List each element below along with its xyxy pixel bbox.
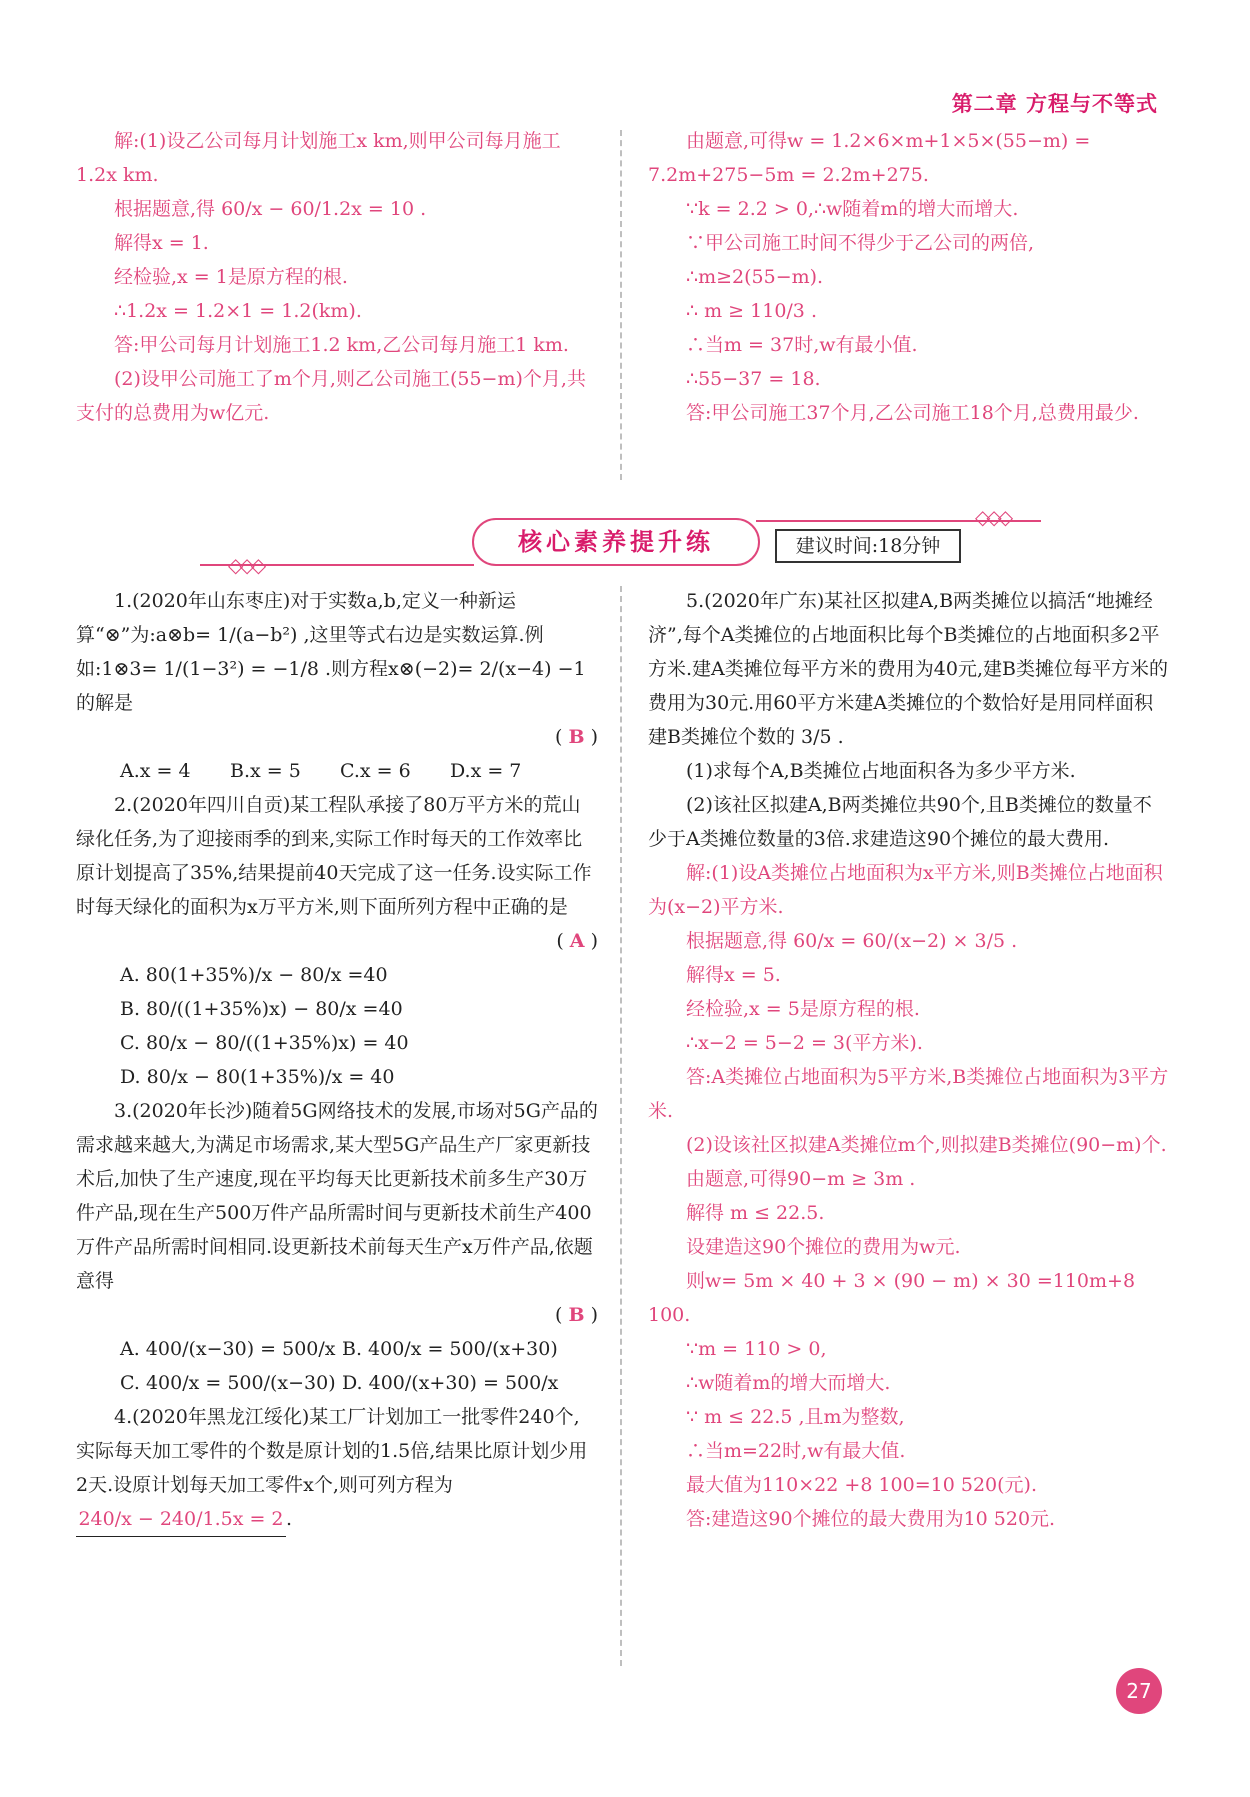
question-5-part-1: (1)求每个A,B类摊位占地面积各为多少平方米. [686, 760, 1076, 782]
solution-line: 解得 m ≤ 22.5. [686, 1202, 825, 1224]
option: A.x = 4 [120, 760, 191, 782]
option: B. 400/x = 500/(x+30) [342, 1338, 558, 1360]
chapter-header: 第二章 方程与不等式 [951, 92, 1158, 116]
question-5-part-2: (2)该社区拟建A,B两类摊位共90个,且B类摊位的数量不少于A类摊位数量的3倍.求建造这90个摊位的最大费用. [648, 794, 1152, 850]
question-1-answer: B [568, 726, 585, 748]
solution-line: ∴w随着m的增大而增大. [686, 1372, 891, 1394]
top-right-solution [648, 124, 1170, 430]
solution-line: ∵甲公司施工时间不得少于乙公司的两倍, [686, 232, 1035, 254]
solution-line: 经检验,x = 1是原方程的根. [114, 266, 348, 288]
question-5-solution [648, 856, 1170, 1536]
option-row [120, 1366, 598, 1400]
solution-line: 由题意,可得90−m ≥ 3m . [686, 1168, 916, 1190]
solution-line: 答:建造这90个摊位的最大费用为10 520元. [686, 1508, 1056, 1530]
question-1-stem: 1.(2020年山东枣庄)对于实数a,b,定义一种新运算“⊗”为:a⊗b= 1/(a−b²) ,这里等式右边是实数运算.例如:1⊗3= 1/(1−3²) = −1/8 .则方程x⊗(−2)= 2/(x−4) −1 的解是 [76, 590, 586, 714]
solution-line: 经检验,x = 5是原方程的根. [686, 998, 920, 1020]
question-4-answer-line: 240/x − 240/1.5x = 2 . [76, 1502, 598, 1537]
suggested-time: 建议时间:18分钟 [775, 529, 961, 563]
solution-line: 解:(1)设乙公司每月计划施工x km,则甲公司每月施工1.2x km. [76, 130, 561, 186]
left-questions [76, 584, 598, 1537]
solution-line: 则w= 5m × 40 + 3 × (90 − m) × 30 =110m+8 100. [648, 1270, 1136, 1326]
section-title: 核心素养提升练 [472, 518, 760, 566]
solution-line: ∵ m ≤ 22.5 ,且m为整数, [686, 1406, 905, 1428]
solution-line: ∵m = 110 > 0, [686, 1338, 827, 1360]
question-3-options [76, 1332, 598, 1400]
solution-line: ∴m≥2(55−m). [686, 266, 824, 288]
solution-line: ∴当m=22时,w有最大值. [686, 1440, 906, 1462]
question-2-options [76, 958, 598, 1094]
option: D. 80/x − 80(1+35%)/x = 40 [120, 1066, 395, 1088]
option: A. 80(1+35%)/x − 80/x =40 [120, 964, 388, 986]
solution-line: ∴55−37 = 18. [686, 368, 821, 390]
option: B. 80/((1+35%)x) − 80/x =40 [120, 998, 403, 1020]
solution-line: ∴x−2 = 5−2 = 3(平方米). [686, 1032, 923, 1054]
solution-line: 答:甲公司施工37个月,乙公司施工18个月,总费用最少. [686, 402, 1139, 424]
solution-line: 根据题意,得 60/x = 60/(x−2) × 3/5 . [686, 930, 1018, 952]
solution-line: 解得x = 5. [686, 964, 781, 986]
option: D. 400/(x+30) = 500/x [342, 1372, 559, 1394]
question-1-options [76, 754, 598, 788]
question-2-answer-slot: ( A ) [556, 930, 598, 952]
right-question-5 [648, 584, 1170, 1536]
question-5-stem: 5.(2020年广东)某社区拟建A,B两类摊位以搞活“地摊经济”,每个A类摊位的占地面积比每个B类摊位的占地面积多2平方米.建A类摊位每平方米的费用为40元,建B类摊位每平方米的费用为30元.用60平方米建A类摊位的个数恰好是用同样面积建B类摊位个数的 3/5 . [648, 590, 1168, 748]
question-3-answer-slot: ( B ) [555, 1304, 598, 1326]
solution-line: 解得x = 1. [114, 232, 209, 254]
option: C.x = 6 [340, 760, 411, 782]
top-column-divider [620, 130, 622, 480]
solution-line: 最大值为110×22 +8 100=10 520(元). [686, 1474, 1037, 1496]
option: C. 80/x − 80/((1+35%)x) = 40 [120, 1032, 409, 1054]
option: C. 400/x = 500/(x−30) [120, 1372, 336, 1394]
option: D.x = 7 [450, 760, 522, 782]
solution-line: 答:甲公司每月计划施工1.2 km,乙公司每月施工1 km. [114, 334, 569, 356]
solution-line: 答:A类摊位占地面积为5平方米,B类摊位占地面积为3平方米. [648, 1066, 1169, 1122]
solution-line: ∴1.2x = 1.2×1 = 1.2(km). [114, 300, 362, 322]
solution-line: 由题意,可得w = 1.2×6×m+1×5×(55−m) = 7.2m+275−5m = 2.2m+275. [648, 130, 1091, 186]
option: B.x = 5 [230, 760, 301, 782]
solution-line: 解:(1)设A类摊位占地面积为x平方米,则B类摊位占地面积为(x−2)平方米. [648, 862, 1163, 918]
solution-line: (2)设甲公司施工了m个月,则乙公司施工(55−m)个月,共支付的总费用为w亿元. [76, 368, 586, 424]
solution-line: (2)设该社区拟建A类摊位m个,则拟建B类摊位(90−m)个. [686, 1134, 1167, 1156]
option-row [120, 1332, 598, 1366]
question-4-answer: 240/x − 240/1.5x = 2 [76, 1502, 286, 1537]
knot-ornament-icon: ◇◇◇ [975, 505, 1010, 529]
question-3-answer: B [568, 1304, 585, 1326]
top-left-solution [76, 124, 598, 430]
solution-line: 根据题意,得 60/x − 60/1.2x = 10 . [114, 198, 427, 220]
question-2-answer: A [569, 930, 585, 952]
option: A. 400/(x−30) = 500/x [120, 1338, 336, 1360]
question-4-stem: 4.(2020年黑龙江绥化)某工厂计划加工一批零件240个,实际每天加工零件的个数是原计划的1.5倍,结果比原计划少用2天.设原计划每天加工零件x个,则可列方程为 [76, 1406, 588, 1496]
solution-line: 设建造这90个摊位的费用为w元. [686, 1236, 961, 1258]
question-1-answer-slot: ( B ) [555, 726, 598, 748]
knot-ornament-icon: ◇◇◇ [228, 553, 263, 577]
solution-line: ∵k = 2.2 > 0,∴w随着m的增大而增大. [686, 198, 1019, 220]
question-3-stem: 3.(2020年长沙)随着5G网络技术的发展,市场对5G产品的需求越来越大,为满足市场需求,某大型5G产品生产厂家更新技术后,加快了生产速度,现在平均每天比更新技术前多生产30万件产品,现在生产500万件产品所需时间与更新技术前生产400万件产品所需时间相同.设更新技术前每天生产x万件产品,依题意得 [76, 1100, 598, 1292]
solution-line: ∴ m ≥ 110/3 . [686, 300, 817, 322]
solution-line: ∴当m = 37时,w有最小值. [686, 334, 918, 356]
bottom-column-divider [620, 586, 622, 1666]
page-number: 27 [1116, 1668, 1162, 1714]
question-2-stem: 2.(2020年四川自贡)某工程队承接了80万平方米的荒山绿化任务,为了迎接雨季的到来,实际工作时每天的工作效率比原计划提高了35%,结果提前40天完成了这一任务.设实际工作时每天绿化的面积为x万平方米,则下面所列方程中正确的是 [76, 794, 592, 918]
